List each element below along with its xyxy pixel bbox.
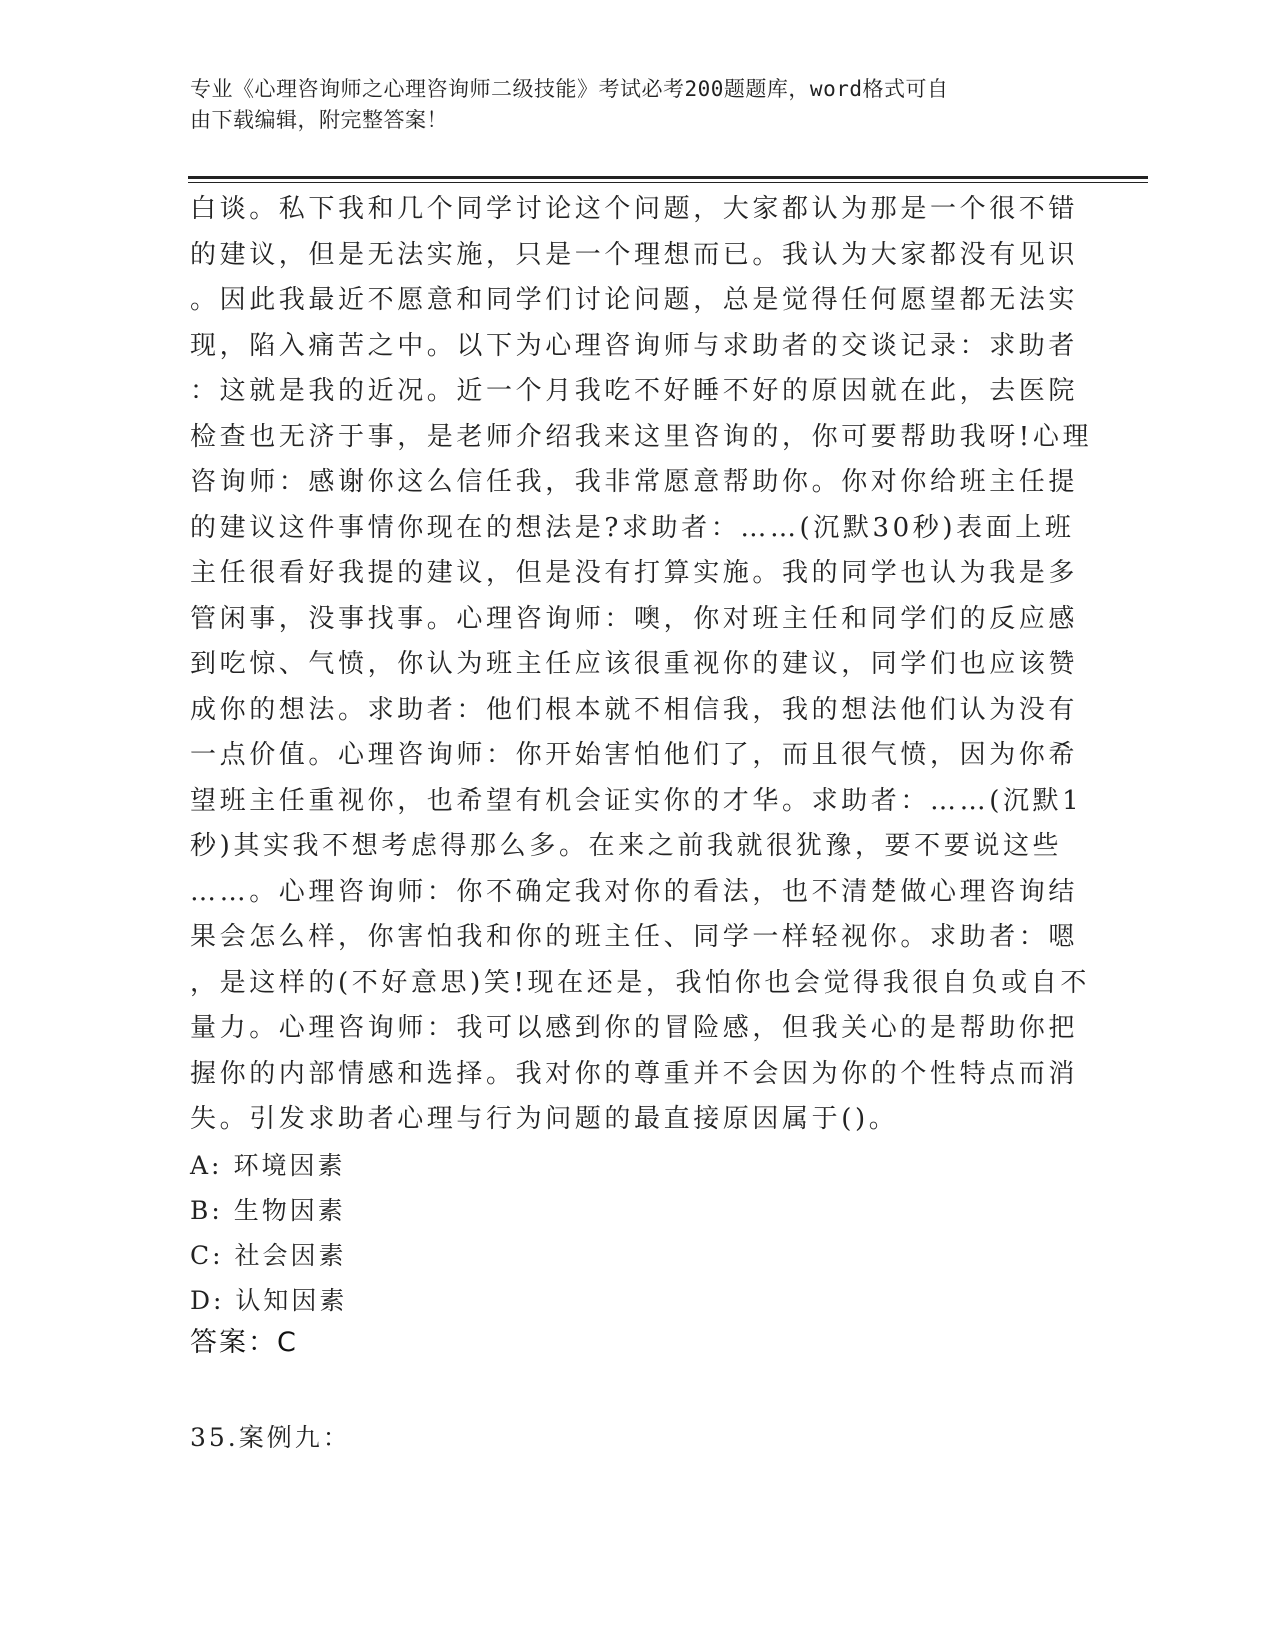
passage-line: 白谈。私下我和几个同学讨论这个问题，大家都认为那是一个很不错 [190, 194, 1079, 224]
passage-line: 量力。心理咨询师：我可以感到你的冒险感，但我关心的是帮助你把 [190, 1013, 1079, 1043]
header-title-line-1: 专业《心理咨询师之心理咨询师二级技能》考试必考200题题库，word格式可自 [190, 77, 949, 101]
passage-line: 成你的想法。求助者：他们根本就不相信我，我的想法他们认为没有 [190, 694, 1079, 725]
passage-line: 。因此我最近不愿意和同学们讨论问题，总是觉得任何愿望都无法实 [190, 285, 1079, 315]
passage-line: 现，陷入痛苦之中。以下为心理咨询师与求助者的交谈记录：求助者 [190, 330, 1079, 361]
option-c [190, 1233, 347, 1278]
option-d [190, 1278, 347, 1323]
passage-line: 到吃惊、气愤，你认为班主任应该很重视你的建议，同学们也应该赞 [190, 649, 1079, 679]
option-label: A: [190, 1151, 223, 1180]
answer-options [190, 1143, 347, 1323]
passage-line: 的建议，但是无法实施，只是一个理想而已。我认为大家都没有见识 [190, 239, 1079, 270]
passage-line: ：这就是我的近况。近一个月我吃不好睡不好的原因就在此，去医院 [190, 376, 1079, 406]
passage-line: 一点价值。心理咨询师：你开始害怕他们了，而且很气愤，因为你希 [190, 740, 1079, 770]
option-text: 社会因素 [234, 1241, 347, 1270]
passage-line: 秒)其实我不想考虑得那么多。在来之前我就很犹豫，要不要说这些 [190, 831, 1063, 861]
passage-line: 的建议这件事情你现在的想法是?求助者：……(沉默30秒)表面上班 [190, 512, 1075, 543]
passage-line: 失。引发求助者心理与行为问题的最直接原因属于()。 [190, 1104, 899, 1134]
option-label: B: [190, 1196, 223, 1225]
answer-prefix: 答案： [190, 1327, 277, 1358]
option-label: C: [190, 1241, 224, 1270]
option-text: 生物因素 [233, 1196, 346, 1225]
answer-line [190, 1323, 298, 1363]
passage-line: 望班主任重视你，也希望有机会证实你的才华。求助者：……(沉默1 [190, 785, 1083, 816]
next-question-heading [190, 1418, 351, 1458]
passage-line: 咨询师：感谢你这么信任我，我非常愿意帮助你。你对你给班主任提 [190, 467, 1079, 497]
passage-line: 检查也无济于事，是老师介绍我来这里咨询的，你可要帮助我呀!心理 [190, 421, 1093, 452]
header-divider-thick [188, 176, 1148, 179]
question-passage [190, 187, 1093, 1143]
question-number: 35. [190, 1423, 239, 1452]
answer-value: C [277, 1327, 298, 1358]
passage-line: ，是这样的(不好意思)笑!现在还是，我怕你也会觉得我很自负或自不 [190, 967, 1090, 998]
passage-line: 果会怎么样，你害怕我和你的班主任、同学一样轻视你。求助者：嗯 [190, 922, 1079, 952]
passage-line: 管闲事，没事找事。心理咨询师：噢，你对班主任和同学们的反应感 [190, 603, 1079, 634]
passage-line: 握你的内部情感和选择。我对你的尊重并不会因为你的个性特点而消 [190, 1058, 1079, 1089]
option-text: 环境因素 [233, 1151, 346, 1180]
passage-line: 主任很看好我提的建议，但是没有打算实施。我的同学也认为我是多 [190, 558, 1079, 588]
option-b [190, 1188, 347, 1233]
option-a [190, 1143, 347, 1188]
passage-line: ……。心理咨询师：你不确定我对你的看法，也不清楚做心理咨询结 [190, 876, 1079, 907]
header-divider-thin [188, 182, 1148, 183]
header-title-line-2: 由下载编辑，附完整答案！ [190, 108, 448, 132]
option-label: D: [190, 1286, 225, 1315]
option-text: 认知因素 [235, 1286, 348, 1315]
question-title: 案例九： [238, 1423, 351, 1452]
page-header [190, 74, 1070, 136]
